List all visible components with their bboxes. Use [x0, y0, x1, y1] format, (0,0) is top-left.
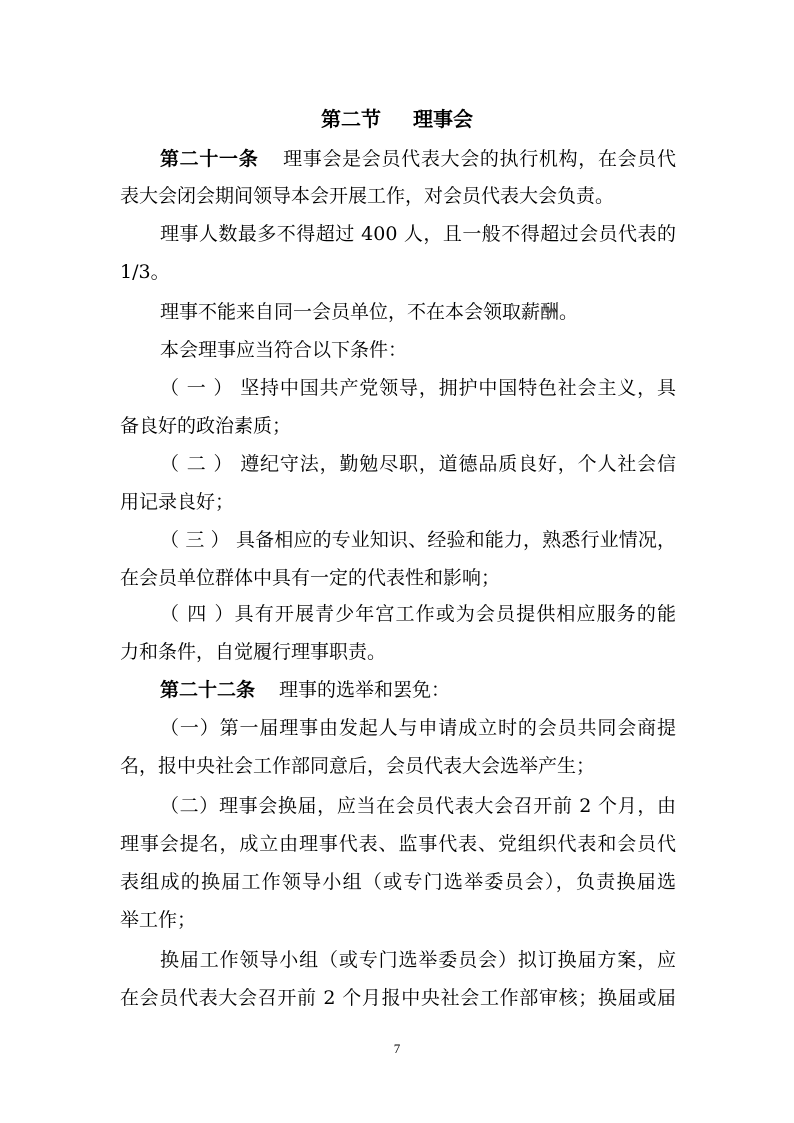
condition-1-line2: 备良好的政治素质； [120, 415, 292, 437]
page-number: 7 [393, 1041, 401, 1056]
condition-4-line1: （ 四 ）具有开展青少年宫工作或为会员提供相应服务的能 [160, 603, 676, 625]
condition-3-line2: 在会员单位群体中具有一定的代表性和影响； [120, 567, 501, 589]
article-21-text-line2: 表大会闭会期间领导本会开展工作，对会员代表大会负责。 [120, 185, 615, 207]
article-21-text-line1: 理事会是会员代表大会的执行机构，在会员代 [282, 148, 676, 170]
condition-4-line2: 力和条件，自觉履行理事职责。 [120, 641, 387, 663]
condition-1-line1: （ 一 ） 坚持中国共产党领导，拥护中国特色社会主义，具 [160, 377, 676, 399]
article-22-label: 第二十二条 [160, 679, 256, 701]
article-21-p4: 本会理事应当符合以下条件： [160, 339, 408, 361]
condition-2-line2: 用记录良好； [120, 491, 235, 513]
article-22-paragraph-line1: 换届工作领导小组（或专门选举委员会）拟订换届方案，应 [160, 949, 676, 971]
condition-2-line1: （ 二 ） 遵纪守法，勤勉尽职，道德品质良好，个人社会信 [160, 453, 676, 475]
article-22-first-line [160, 674, 676, 706]
article-22-item1-line2: 名，报中央社会工作部同意后，会员代表大会选举产生； [120, 755, 596, 777]
article-22-item2-line3: 表组成的换届工作领导小组（或专门选举委员会），负责换届选 [120, 871, 676, 893]
article-22-item2-line1: （二）理事会换届，应当在会员代表大会召开前 2 个月，由 [160, 795, 676, 817]
article-22-intro: 理事的选举和罢免： [279, 679, 451, 701]
condition-3-line1: （ 三 ） 具备相应的专业知识、经验和能力，熟悉行业情况， [160, 529, 676, 551]
article-21-first-line [160, 143, 676, 175]
article-21-p3: 理事不能来自同一会员单位，不在本会领取薪酬。 [160, 301, 579, 323]
section-title [0, 103, 794, 135]
article-21-p2-line1: 理事人数最多不得超过 400 人，且一般不得超过会员代表的 [160, 223, 676, 245]
article-21-p2-line2: 1/3。 [120, 261, 170, 283]
article-21-label: 第二十一条 [160, 148, 259, 170]
article-22-item1-line1: （一）第一届理事由发起人与申请成立时的会员共同会商提 [160, 717, 676, 739]
article-22-item2-line4: 举工作； [120, 909, 197, 931]
section-number: 第二节 [321, 107, 381, 131]
article-22-item2-line2: 理事会提名，成立由理事代表、监事代表、党组织代表和会员代 [120, 833, 676, 855]
article-22-paragraph-line2: 在会员代表大会召开前 2 个月报中央社会工作部审核；换届或届 [120, 987, 676, 1009]
section-name: 理事会 [413, 107, 473, 131]
